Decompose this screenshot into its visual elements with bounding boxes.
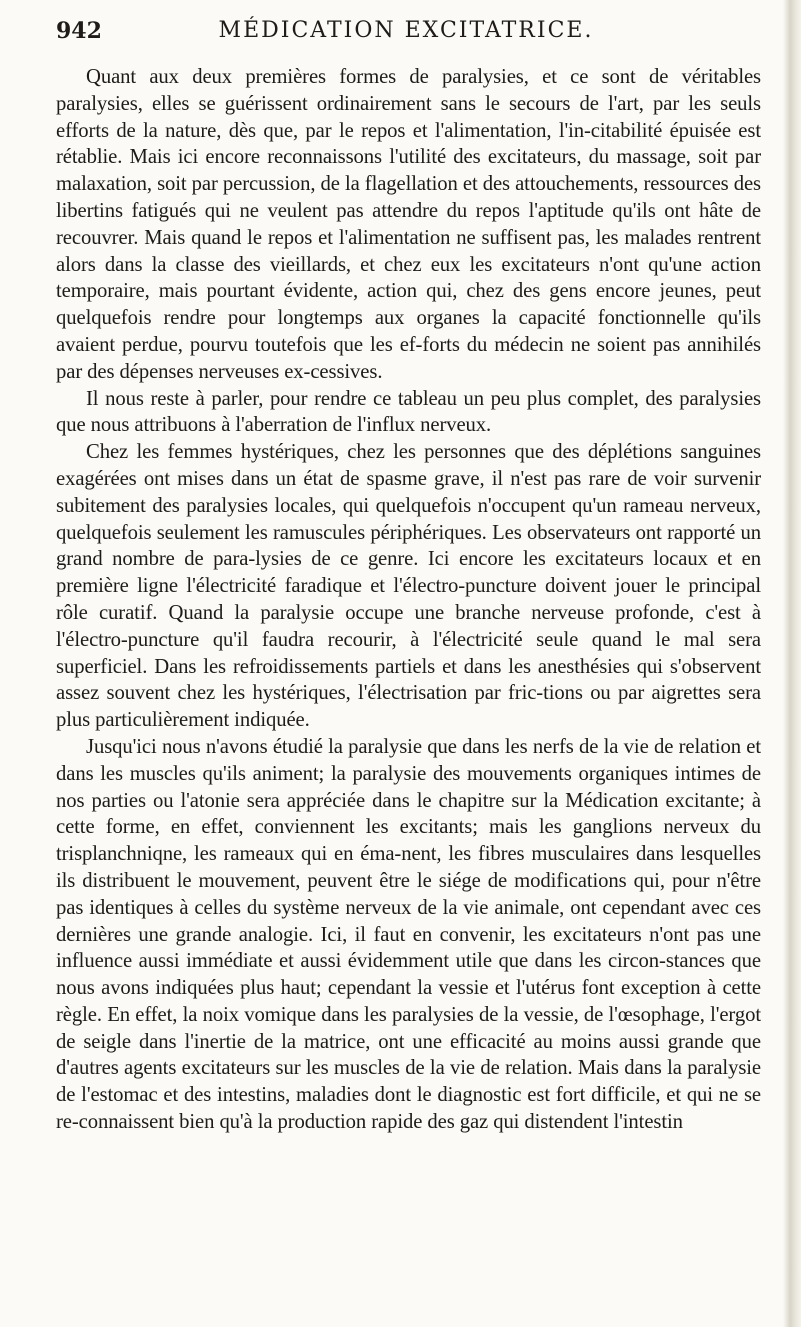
running-title: MÉDICATION EXCITATRICE. xyxy=(218,18,594,43)
body-text xyxy=(56,64,761,1136)
page-header xyxy=(56,18,756,58)
paragraph-3: Chez les femmes hystériques, chez les personnes que des déplétions sanguines exagérées ont mises dans un état de spasme grave, il n'est pas rare de voir survenir subitement des paralysies locales, qui quelquefois n'occupent qu'un rameau nerveux, quelquefois seulement les ramuscules périphériques. Les observateurs ont rapporté un grand nombre de para-lysies de ce genre. Ici encore les excitateurs locaux et en première ligne l'électricité faradique et l'électro-puncture doivent jouer le principal rôle curatif. Quand la paralysie occupe une branche nerveuse profonde, c'est à l'électro-puncture qu'il faudra recourir, à l'électricité seule quand le mal sera superficiel. Dans les refroidissements partiels et dans les anesthésies qui s'observent assez souvent chez les hystériques, l'électrisation par fric-tions ou par aigrettes sera plus particulièrement indiquée. xyxy=(56,441,761,732)
paragraph-2: Il nous reste à parler, pour rendre ce tableau un peu plus complet, des paralysies que nous attribuons à l'aberration de l'influx nerveux. xyxy=(56,387,761,437)
paragraph-1: Quant aux deux premières formes de paralysies, et ce sont de véritables paralysies, elles se guérissent ordinairement sans le secours de l'art, par les seuls efforts de la nature, dès que, par le repos et l'alimentation, l'in-citabilité épuisée est rétablie. Mais ici encore reconnaissons l'utilité des excitateurs, du massage, soit par malaxation, soit par percussion, de la flagellation et des attouchements, ressources des libertins fatigués qui ne veulent pas attendre du repos l'aptitude qu'ils ont hâte de recouvrer. Mais quand le repos et l'alimentation ne suffisent pas, les malades rentrent alors dans la classe des vieillards, et chez eux les excitateurs n'ont qu'une action temporaire, mais pourtant évidente, action qui, chez des gens encore jeunes, peut quelquefois rendre pour longtemps aux organes la capacité fonctionnelle qu'ils avaient perdue, pourvu toutefois que les ef-forts du médecin ne soient pas annihilés par des dépenses nerveuses ex-cessives. xyxy=(56,66,761,383)
page-number: 942 xyxy=(56,18,102,44)
page-edge-shadow xyxy=(783,0,801,1327)
paragraph-4: Jusqu'ici nous n'avons étudié la paralysie que dans les nerfs de la vie de relation et dans les muscles qu'ils animent; la paralysie des mouvements organiques intimes de nos parties ou l'atonie sera appréciée dans le chapitre sur la Médication excitante; à cette forme, en effet, conviennent les excitants; mais les ganglions nerveux du trisplanchniqne, les rameaux qui en éma-nent, les fibres musculaires dans lesquelles ils distribuent le mouvement, peuvent être le siége de modifications qui, pour n'être pas identiques à celles du système nerveux de la vie animale, ont cependant avec ces dernières une grande analogie. Ici, il faut en convenir, les excitateurs n'ont pas une influence aussi immédiate et aussi évidemment utile que dans les circon-stances que nous avons indiquées plus haut; cependant la vessie et l'utérus font exception à cette règle. En effet, la noix vomique dans les paralysies de la vessie, de l'œsophage, l'ergot de seigle dans l'inertie de la matrice, ont une efficacité au moins aussi grande que d'autres agents excitateurs sur les muscles de la vie de relation. Mais dans la paralysie de l'estomac et des intestins, maladies dont le diagnostic est fort difficile, et qui ne se re-connaissent bien qu'à la production rapide des gaz qui distendent l'intestin xyxy=(56,735,761,1134)
